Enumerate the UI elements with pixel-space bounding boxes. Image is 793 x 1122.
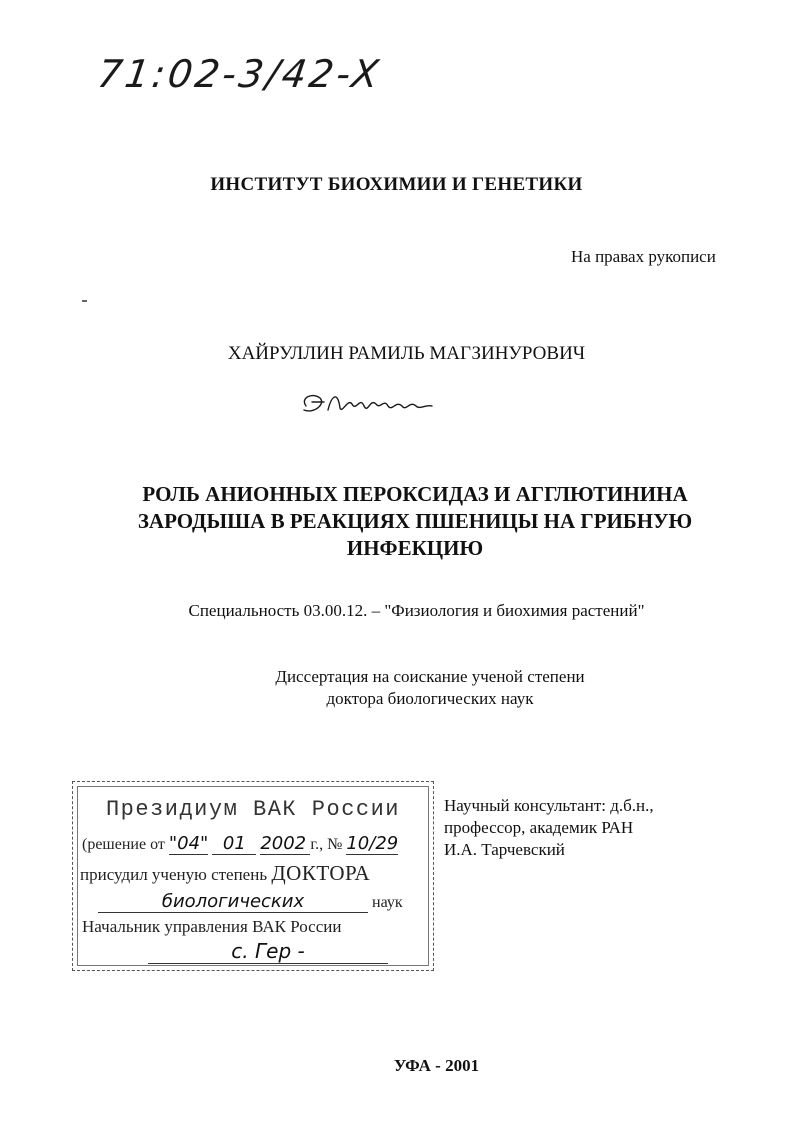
vak-stamp-inner-border (77, 786, 429, 966)
degree-line: Диссертация на соискание ученой степени (275, 667, 585, 686)
city-year: УФА - 2001 (393, 1056, 480, 1075)
thesis-title (120, 481, 710, 562)
awarded-prefix: присудил ученую степень (80, 865, 268, 884)
chief-label: Начальник управления ВАК России (82, 917, 342, 936)
archive-number: 71:02-3/42-X (94, 52, 385, 96)
decision-month: 01 (212, 833, 256, 855)
decision-year-suffix: г., № (310, 836, 343, 853)
decision-prefix: (решение от (82, 836, 165, 853)
institute-name: ИНСТИТУТ БИОХИМИИ И ГЕНЕТИКИ (210, 174, 583, 195)
thesis-title-line: РОЛЬ АНИОННЫХ ПЕРОКСИДАЗ И АГГЛЮТИНИНА (142, 482, 688, 506)
vak-stamp-signature-row (148, 939, 388, 964)
vak-stamp (72, 781, 434, 971)
decision-year: 2002 (260, 833, 310, 855)
degree-statement (230, 666, 630, 710)
awarded-degree: ДОКТОРА (271, 861, 371, 885)
scientific-consultant (444, 795, 654, 861)
thesis-title-line: ЗАРОДЫША В РЕАКЦИЯХ ПШЕНИЦЫ НА ГРИБНУЮ (137, 509, 693, 533)
author-signature (298, 384, 438, 422)
degree-field-handwritten: биологических (98, 891, 368, 913)
vak-stamp-awarded-row (80, 861, 370, 886)
scan-speck (82, 300, 87, 302)
degree-field-suffix: наук (372, 894, 403, 911)
decision-number: 10/29 (346, 833, 399, 854)
degree-line: доктора биологических наук (326, 689, 534, 708)
vak-stamp-chief-row (82, 917, 341, 937)
specialty-line: Специальность 03.00.12. – "Физиология и биохимия растений" (188, 601, 645, 620)
vak-stamp-decision-row (82, 833, 398, 855)
decision-day: "04" (168, 833, 209, 854)
thesis-title-line: ИНФЕКЦИЮ (346, 536, 484, 560)
vak-stamp-field-row (98, 891, 403, 913)
consultant-line: профессор, академик РАН (444, 818, 634, 837)
consultant-line: Научный консультант: д.б.н., (444, 796, 654, 815)
chief-signature: с. Гер - (148, 939, 388, 964)
rights-note: На правах рукописи (571, 247, 716, 266)
vak-stamp-title: Президиум ВАК России (105, 797, 401, 822)
author-name: ХАЙРУЛЛИН РАМИЛЬ МАГЗИНУРОВИЧ (227, 343, 586, 364)
consultant-line: И.А. Тарчевский (444, 840, 565, 859)
